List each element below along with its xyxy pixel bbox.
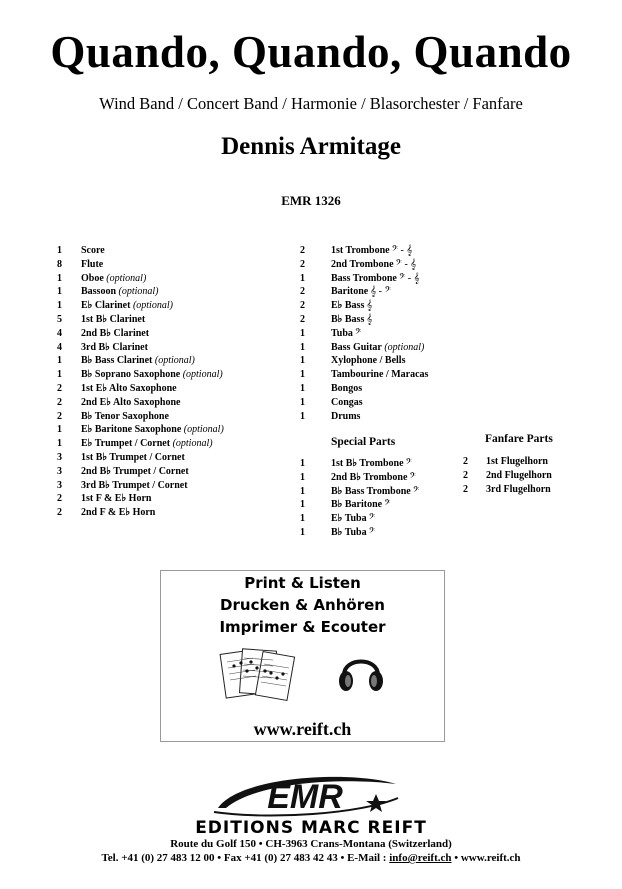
part-name: Drums xyxy=(331,410,361,422)
part-quantity: 2 xyxy=(463,469,468,481)
part-quantity: 8 xyxy=(57,258,62,270)
clef-icon: 𝄢 xyxy=(412,485,420,497)
emr-logo xyxy=(200,768,410,820)
part-name: 2nd E♭ Alto Saxophone xyxy=(81,396,181,408)
part-quantity: 4 xyxy=(57,341,62,353)
part-name: 2nd B♭ Trumpet / Cornet xyxy=(81,465,189,477)
part-quantity: 1 xyxy=(300,355,305,367)
clef-icon: 𝄞 xyxy=(366,300,373,312)
part-name: Score xyxy=(81,245,105,256)
part-name: Bass Trombone 𝄢 - 𝄞 xyxy=(331,272,420,284)
clef-icon: 𝄢 xyxy=(384,499,391,511)
part-quantity: 2 xyxy=(57,396,62,408)
clef-icon: 𝄢 xyxy=(409,471,416,483)
part-quantity: 3 xyxy=(57,465,62,477)
part-quantity: 1 xyxy=(300,341,305,353)
part-name: Oboe (optional) xyxy=(81,272,147,284)
clef-icon: 𝄢 - 𝄞 xyxy=(391,245,413,256)
promo-line-english: Print & Listen xyxy=(244,574,361,592)
contact-phone-fax: Tel. +41 (0) 27 483 12 00 • Fax +41 (0) 27 483 42 43 • E-Mail : xyxy=(101,852,390,864)
part-quantity: 1 xyxy=(57,438,62,450)
part-quantity: 1 xyxy=(57,355,62,367)
part-name: Xylophone / Bells xyxy=(331,355,406,367)
part-name: E♭ Tuba 𝄢 xyxy=(331,513,376,525)
part-quantity: 1 xyxy=(300,369,305,381)
part-name: 2nd B♭ Trombone 𝄢 xyxy=(331,471,416,483)
clef-icon: 𝄢 xyxy=(368,526,376,538)
part-name: Baritone 𝄞 - 𝄢 xyxy=(331,286,391,298)
clef-icon: 𝄢 xyxy=(368,513,376,525)
part-name: B♭ Soprano Saxophone (optional) xyxy=(81,369,223,381)
contact-website: • www.reift.ch xyxy=(451,852,521,864)
part-name: Tambourine / Maracas xyxy=(331,369,429,381)
page-title: Quando, Quando, Quando xyxy=(50,27,572,77)
publisher-name: EDITIONS MARC REIFT xyxy=(195,818,427,838)
part-name: 2nd B♭ Clarinet xyxy=(81,327,150,339)
part-name: E♭ Baritone Saxophone (optional) xyxy=(81,424,224,436)
part-name: 1st Flugelhorn xyxy=(486,456,548,467)
part-name: 1st E♭ Alto Saxophone xyxy=(81,382,177,394)
sheet-music-icon xyxy=(219,644,299,706)
part-name: Bass Guitar (optional) xyxy=(331,341,425,353)
part-name: E♭ Bass 𝄞 xyxy=(331,300,373,312)
part-quantity: 1 xyxy=(57,245,62,256)
part-quantity: 1 xyxy=(300,499,305,511)
headphones-icon xyxy=(336,645,386,697)
optional-note: (optional) xyxy=(180,369,223,381)
part-name: 1st B♭ Trumpet / Cornet xyxy=(81,451,185,463)
part-name: Tuba 𝄢 xyxy=(331,327,362,339)
part-quantity: 1 xyxy=(300,327,305,339)
part-quantity: 3 xyxy=(57,479,62,491)
part-quantity: 2 xyxy=(300,286,305,298)
part-quantity: 2 xyxy=(57,410,62,422)
print-listen-box xyxy=(160,570,445,742)
part-quantity: 1 xyxy=(300,513,305,525)
part-name: 2nd Flugelhorn xyxy=(486,469,552,481)
part-name: B♭ Tenor Saxophone xyxy=(81,410,169,422)
part-quantity: 2 xyxy=(300,258,305,270)
part-name: 1st Trombone 𝄢 - 𝄞 xyxy=(331,245,413,256)
part-name: B♭ Bass 𝄞 xyxy=(331,313,373,325)
part-name: Bongos xyxy=(331,382,363,394)
part-name: 1st B♭ Clarinet xyxy=(81,313,146,325)
part-name: Bassoon (optional) xyxy=(81,286,159,298)
part-name: B♭ Tuba 𝄢 xyxy=(331,526,376,538)
part-name: 1st F & E♭ Horn xyxy=(81,493,152,505)
instrumentation-subtitle: Wind Band / Concert Band / Harmonie / Blasorchester / Fanfare xyxy=(99,94,523,113)
part-name: B♭ Baritone 𝄢 xyxy=(331,499,391,511)
part-quantity: 1 xyxy=(300,485,305,497)
fanfare-parts-heading: Fanfare Parts xyxy=(485,433,553,445)
part-quantity: 2 xyxy=(463,456,468,467)
part-name: 3rd B♭ Trumpet / Cornet xyxy=(81,479,188,491)
part-quantity: 1 xyxy=(57,272,62,284)
part-name: E♭ Trumpet / Cornet (optional) xyxy=(81,438,213,450)
part-name: E♭ Clarinet (optional) xyxy=(81,300,173,312)
part-name: Flute xyxy=(81,258,104,270)
publisher-address: Route du Golf 150 • CH-3963 Crans-Montana (Switzerland) xyxy=(170,838,452,850)
part-name: B♭ Bass Clarinet (optional) xyxy=(81,355,195,367)
clef-icon: 𝄢 xyxy=(405,458,412,469)
part-quantity: 1 xyxy=(300,396,305,408)
optional-note: (optional) xyxy=(103,272,147,284)
optional-note: (optional) xyxy=(381,341,425,353)
part-name: 3rd Flugelhorn xyxy=(486,483,551,495)
part-quantity: 1 xyxy=(300,471,305,483)
special-parts-heading: Special Parts xyxy=(331,436,396,448)
composer-name: Dennis Armitage xyxy=(221,133,401,160)
promo-website-link[interactable]: www.reift.ch xyxy=(253,719,352,739)
part-name: 3rd B♭ Clarinet xyxy=(81,341,148,353)
part-quantity: 5 xyxy=(57,313,62,325)
clef-icon: 𝄞 - 𝄢 xyxy=(370,286,391,298)
part-quantity: 1 xyxy=(57,286,62,298)
part-name: B♭ Bass Trombone 𝄢 xyxy=(331,485,420,497)
publisher-contact xyxy=(0,852,622,864)
promo-line-french: Imprimer & Ecouter xyxy=(219,618,386,636)
clef-icon: 𝄢 - 𝄞 xyxy=(395,258,417,270)
part-name: Congas xyxy=(331,396,363,408)
optional-note: (optional) xyxy=(130,300,173,312)
part-quantity: 1 xyxy=(300,410,305,422)
part-quantity: 1 xyxy=(57,369,62,381)
contact-email-link[interactable]: info@reift.ch xyxy=(389,852,452,864)
clef-icon: 𝄢 xyxy=(354,327,362,339)
part-name: 2nd Trombone 𝄢 - 𝄞 xyxy=(331,258,417,270)
part-quantity: 2 xyxy=(463,483,468,495)
optional-note: (optional) xyxy=(170,438,213,450)
part-quantity: 1 xyxy=(300,382,305,394)
logo-text: EMR xyxy=(267,778,343,816)
promo-line-german: Drucken & Anhören xyxy=(220,596,385,614)
part-quantity: 1 xyxy=(300,526,305,538)
part-quantity: 1 xyxy=(300,272,305,284)
part-quantity: 4 xyxy=(57,327,62,339)
catalog-number: EMR 1326 xyxy=(281,193,341,208)
part-quantity: 2 xyxy=(300,300,305,312)
clef-icon: 𝄞 xyxy=(366,313,373,325)
part-quantity: 2 xyxy=(300,245,305,256)
optional-note: (optional) xyxy=(116,286,159,298)
optional-note: (optional) xyxy=(152,355,195,367)
part-quantity: 2 xyxy=(57,507,62,519)
part-quantity: 2 xyxy=(300,313,305,325)
clef-icon: 𝄢 - 𝄞 xyxy=(398,272,420,284)
part-name: 2nd F & E♭ Horn xyxy=(81,507,156,519)
optional-note: (optional) xyxy=(181,424,224,436)
part-name: 1st B♭ Trombone 𝄢 xyxy=(331,458,412,469)
part-quantity: 2 xyxy=(57,493,62,505)
part-quantity: 3 xyxy=(57,451,62,463)
part-quantity: 2 xyxy=(57,382,62,394)
part-quantity: 1 xyxy=(57,300,62,312)
part-quantity: 1 xyxy=(300,458,305,469)
part-quantity: 1 xyxy=(57,424,62,436)
